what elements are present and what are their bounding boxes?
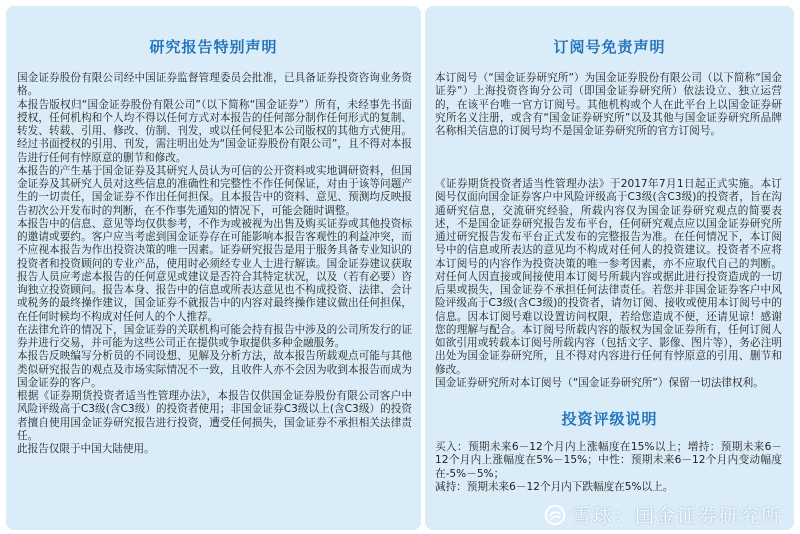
left-paragraph-4: 本报告中的信息、意见等均仅供参考，不作为或被视为出售及购买证券或其他投资标的邀请或要约。客户应当考虑到国金证券存在可能影响本报告客观性的利益冲突，而不应视本报告为作出投资决策的唯一因素。证券研究报告是用于服务具备专业知识的投资者和投资顾问的专业产品，使用时必须经专业人士进行解读。国金证券建议获取报告人员应考虑本报告的任何意见或建议是否符合其特定状况，以及（若有必要）咨询独立投资顾问。报告本身、报告中的信息或所表达意见也不构成投资、法律、会计或税务的最终操作建议，国金证券不就报告中的内容对最终操作建议做出任何担保，在任何时候均不构成对任何人的个人推荐。	[17, 217, 412, 323]
research-report-disclaimer-title: 研究报告特别声明	[149, 38, 278, 56]
left-paragraph-5: 在法律允许的情况下，国金证券的关联机构可能会持有报告中涉及的公司所发行的证券并进行交易，并可能为这些公司正在提供或争取提供多种金融服务。	[17, 323, 412, 349]
research-report-disclaimer-body	[17, 72, 412, 456]
left-paragraph-1: 国金证券股份有限公司经中国证券监督管理委员会批准，已具备证券投资咨询业务资格。	[17, 72, 412, 98]
left-paragraph-6: 本报告反映编写分析员的不同设想、见解及分析方法，故本报告所载观点可能与其他类似研究报告的观点及市场实际情况不一致，且收件人亦不会因为收到本报告而成为国金证券的客户。	[17, 350, 412, 389]
subscription-disclaimer-body	[435, 178, 782, 390]
subscription-disclaimer-panel	[425, 6, 794, 530]
left-paragraph-8: 此报告仅限于中国大陆使用。	[17, 443, 155, 455]
subscription-disclaimer-title: 订阅号免责声明	[553, 38, 666, 56]
right-paragraph-1: 本订阅号（“国金证券研究所”）为国金证券股份有限公司（以下简称“国金证券”）上海投资咨询分公司（即国金证券研究所）依法设立、独立运营的，在该平台唯一官方订阅号。其他机构或个人在此平台上以国金证券研究所名义注册，或含有“国金证券研究所”以及其他与国金证券研究所品牌名称相关信息的订阅号均不是国金证券研究所的官方订阅号。	[435, 72, 782, 137]
rating-paragraph-2: 减持：预期未来6－12个月内下跌幅度在5%以上。	[435, 480, 674, 493]
rating-paragraph-1: 买入：预期未来6－12个月内上涨幅度在15%以上；增持：预期未来6－12个月内上涨幅度在5%－15%；中性：预期未来6－12个月内变动幅度在-5%－5%；	[435, 441, 782, 480]
investment-rating-title: 投资评级说明	[561, 410, 658, 428]
left-paragraph-7: 根据《证券期货投资者适当性管理办法》，本报告仅供国金证券股份有限公司客户中风险评级高于C3级(含C3级）的投资者使用；非国金证券C3级以上(含C3级）的投资者擅自使用国金证券研究报告进行投资，遭受任何损失，国金证券不承担相关法律责任。	[17, 390, 412, 442]
research-report-disclaimer-panel	[6, 6, 421, 530]
snowball-icon	[544, 504, 566, 526]
right-paragraph-3: 国金证券研究所对本订阅号（“国金证券研究所”）保留一切法律权利。	[435, 376, 764, 389]
investment-rating-body	[435, 441, 782, 494]
subscription-disclaimer-intro	[435, 72, 782, 138]
left-paragraph-3: 本报告的产生基于国金证券及其研究人员认为可信的公开资料或实地调研资料，但国金证券及其研究人员对这些信息的准确性和完整性不作任何保证，对由于该等问题产生的一切责任，国金证券不作出任何担保。且本报告中的资料、意见、预测均反映报告初次公开发布时的判断，在不作事先通知的情况下，可能会随时调整。	[17, 164, 412, 217]
watermark-text: 雪球：国金证券研究所	[571, 505, 782, 527]
left-paragraph-2: 本报告版权归“国金证券股份有限公司”（以下简称“国金证券”）所有，未经事先书面授权，任何机构和个人均不得以任何方式对本报告的任何部分制作任何形式的复制、转发、转载、引用、修改、仿制、刊发，或以任何侵犯本公司版权的其他方式使用。经过书面授权的引用、刊发，需注明出处为“国金证券股份有限公司”，且不得对本报告进行任何有悖原意的删节和修改。	[17, 98, 412, 164]
watermark	[544, 501, 782, 528]
right-paragraph-2: 《证券期货投资者适当性管理办法》于2017年7月1日起正式实施。本订阅号仅面向国金证券客户中风险评级高于C3级(含C3级)的投资者，旨在沟通研究信息，交流研究经验，所载内容仅为国金证券研究观点的简要表述，不是国金证券研究报告发布平台，任何研究观点应以国金证券研究所通过研究报告发布平台正式发布的完整报告为准。在任何情况下，本订阅号中的信息或所表达的意见均不构成对任何人的投资建议。投资者不应将本订阅号的内容作为投资决策的唯一参考因素，亦不应取代自己的判断。对任何人因直接或间接使用本订阅号所载内容或据此进行投资造成的一切后果或损失，国金证券不承担任何法律责任。若您并非国金证券客户中风险评级高于C3级(含C3级)的投资者，请勿订阅、接收或使用本订阅号中的信息。因本订阅号难以设置访问权限，若给您造成不便，还请见谅！感谢您的理解与配合。本订阅号所载内容的版权为国金证券所有，任何订阅人如欲引用或转载本订阅号所载内容（包括文字、影像、图片等），务必注明出处为国金证券研究所，且不得对内容进行任何有悖原意的引用、删节和修改。	[435, 178, 782, 376]
